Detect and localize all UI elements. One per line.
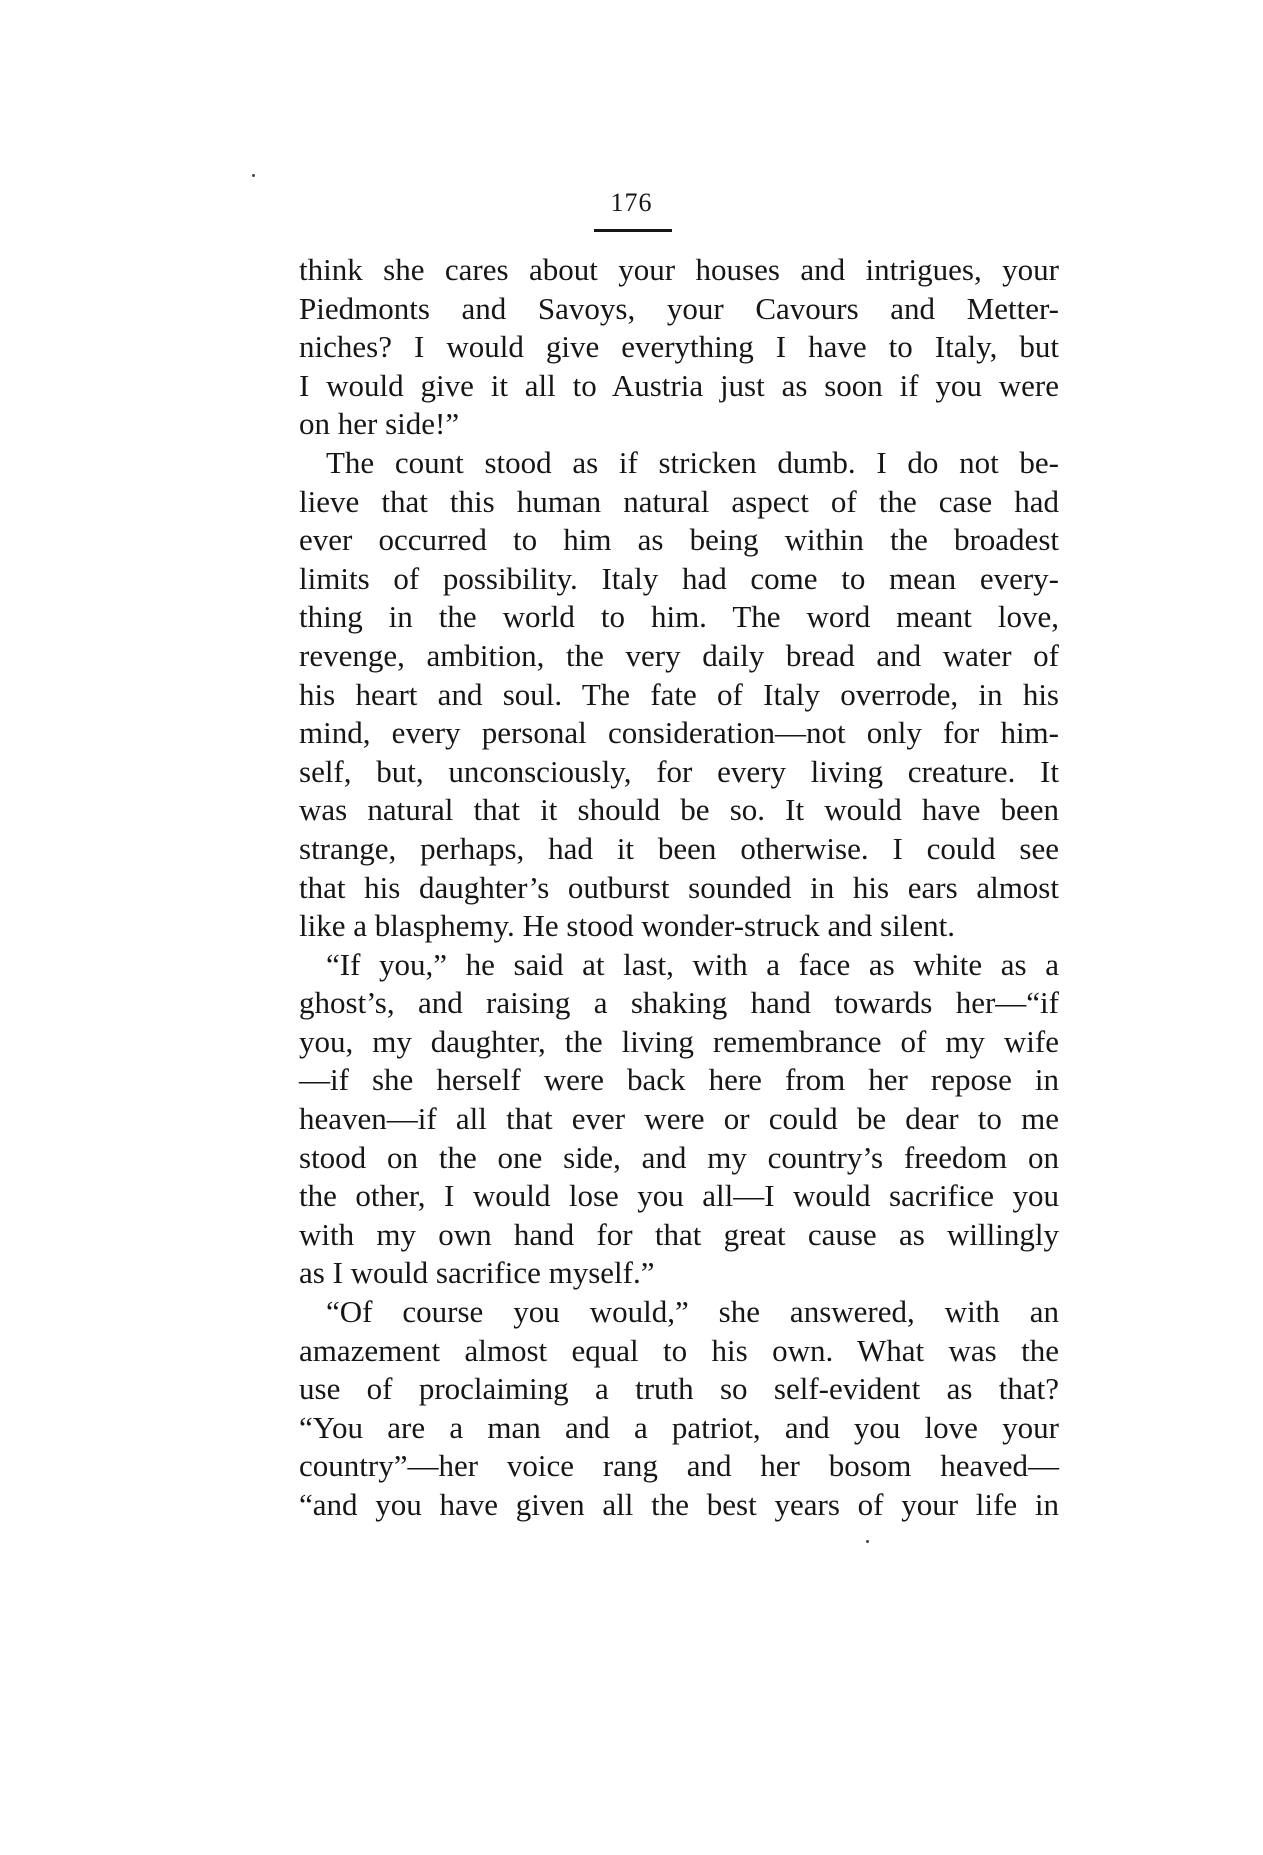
header-rule (594, 229, 672, 232)
text-line: amazement almost equal to his own. What was the (299, 1332, 1059, 1368)
text-line: I would give it all to Austria just as soon if you were (299, 367, 1059, 403)
text-line: “Of course you would,” she answered, with an (326, 1294, 1059, 1330)
text-line: “If you,” he said at last, with a face as white as a (326, 946, 1059, 982)
text-line: the other, I would lose you all—I would sacrifice you (299, 1178, 1059, 1214)
text-line: his heart and soul. The fate of Italy overrode, in his (299, 676, 1059, 712)
ink-speck (866, 1540, 869, 1543)
text-line: The count stood as if stricken dumb. I do not be- (326, 444, 1059, 480)
text-line: mind, every personal consideration—not only for him- (299, 715, 1059, 751)
text-line: ever occurred to him as being within the broadest (299, 522, 1059, 558)
text-line: limits of possibility. Italy had come to mean every- (299, 560, 1059, 596)
text-line: self, but, unconsciously, for every living creature. It (299, 753, 1059, 789)
text-line: as I would sacrifice myself.” (299, 1255, 655, 1291)
body-text (299, 251, 1059, 1525)
text-line: revenge, ambition, the very daily bread and water of (299, 637, 1059, 673)
text-line: Piedmonts and Savoys, your Cavours and Metter- (299, 290, 1059, 326)
text-line: thing in the world to him. The word meant love, (299, 599, 1059, 635)
text-line: lieve that this human natural aspect of the case had (299, 483, 1059, 519)
text-line: country”—her voice rang and her bosom heaved— (299, 1448, 1059, 1484)
text-line: was natural that it should be so. It would have been (299, 792, 1059, 828)
page-number: 176 (610, 188, 653, 217)
text-line: ghost’s, and raising a shaking hand towards her—“if (299, 985, 1059, 1021)
text-line: use of proclaiming a truth so self-evident as that? (299, 1371, 1059, 1407)
text-line: think she cares about your houses and intrigues, your (299, 252, 1059, 287)
text-line: strange, perhaps, had it been otherwise. I could see (299, 830, 1059, 866)
text-line: niches? I would give everything I have to Italy, but (299, 329, 1059, 365)
ink-speck (252, 174, 255, 177)
text-line: heaven—if all that ever were or could be dear to me (299, 1101, 1059, 1137)
text-line: “You are a man and a patriot, and you love your (299, 1409, 1059, 1445)
text-line: stood on the one side, and my country’s freedom on (299, 1139, 1059, 1175)
text-line: —if she herself were back here from her repose in (299, 1062, 1059, 1098)
text-line: with my own hand for that great cause as willingly (299, 1216, 1059, 1252)
text-line: that his daughter’s outburst sounded in his ears almost (299, 869, 1059, 905)
text-line: “and you have given all the best years of your life in (299, 1487, 1059, 1522)
text-line: like a blasphemy. He stood wonder-struck and silent. (299, 908, 955, 944)
text-line: on her side!” (299, 406, 460, 442)
text-line: you, my daughter, the living remembrance of my wife (299, 1023, 1059, 1059)
